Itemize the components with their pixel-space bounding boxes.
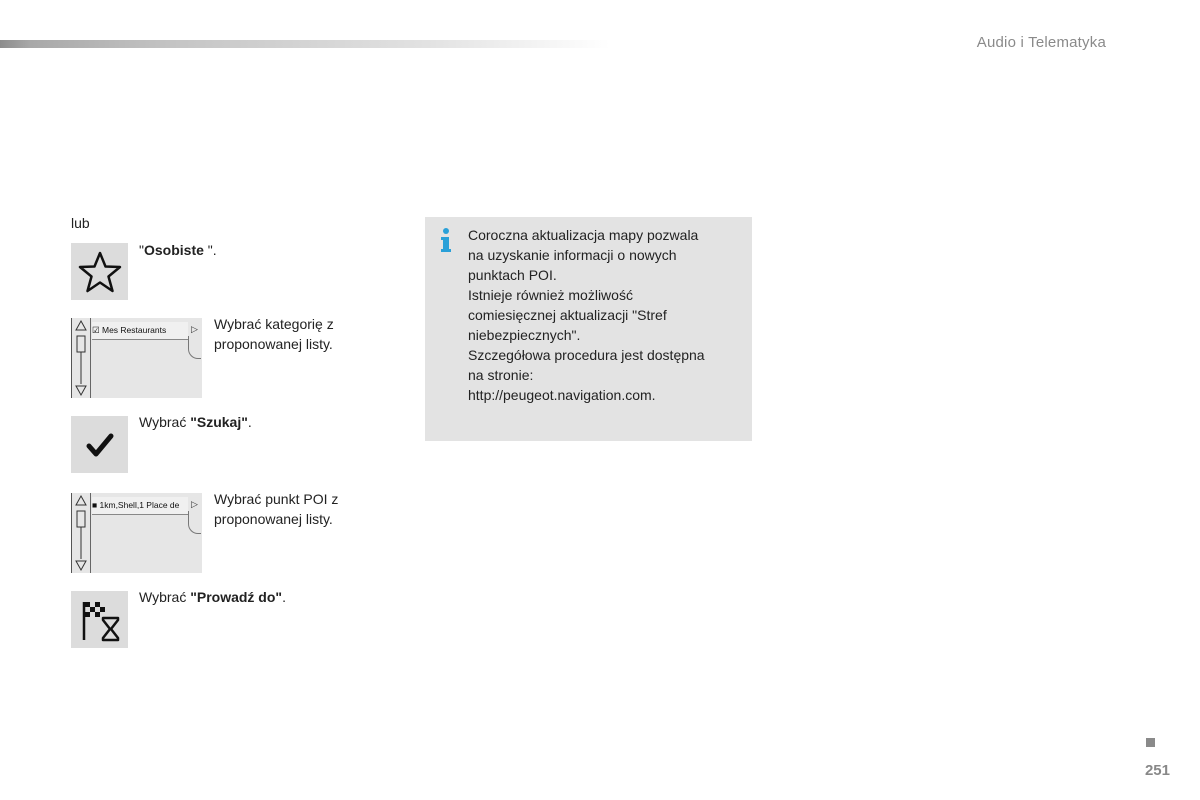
info-text: Coroczna aktualizacja mapy pozwala na uzyskanie informacji o nowych punktach POI. Istnieje również możliwość comiesięcznej aktualizacji "Stref niebezpiecznych". Szczegółowa procedura jest dostępna na stronie: http://peugeot.navigation.com. [468,225,743,405]
play-arrow-icon: ▷ [191,324,198,334]
screen-divider [188,511,201,534]
step-poi-text: Wybrać punkt POI z proponowanej listy. [214,491,339,527]
or-label: lub [71,215,90,231]
info-icon [439,227,453,253]
page-marker [1146,738,1155,747]
page-number: 251 [1144,762,1170,779]
screen-divider [188,336,201,359]
scrollbar [72,318,91,398]
list-item: ■ 1km,Shell,1 Place de [92,497,188,515]
list-item: ☑ Mes Restaurants [92,322,188,340]
step-personal-text: "Osobiste ". [139,242,217,258]
poi-square-icon: ■ [92,500,98,510]
checkmark-icon [71,416,128,473]
scrollbar [72,493,91,573]
step-navigate-text: Wybrać "Prowadź do". [139,589,286,605]
category-icon: ☑ [92,325,100,335]
category-list-screen [71,318,202,398]
navigate-flag-icon [71,591,128,648]
info-note-box [425,217,752,441]
info-url: http://peugeot.navigation.com. [468,387,656,403]
poi-list-screen [71,493,202,573]
step-category-text: Wybrać kategorię z proponowanej listy. [214,316,334,352]
section-title: Audio i Telematyka [976,34,1106,51]
star-icon [71,243,128,300]
play-arrow-icon: ▷ [191,499,198,509]
step-search-text: Wybrać "Szukaj". [139,414,252,430]
header-gradient-bar [0,40,610,48]
